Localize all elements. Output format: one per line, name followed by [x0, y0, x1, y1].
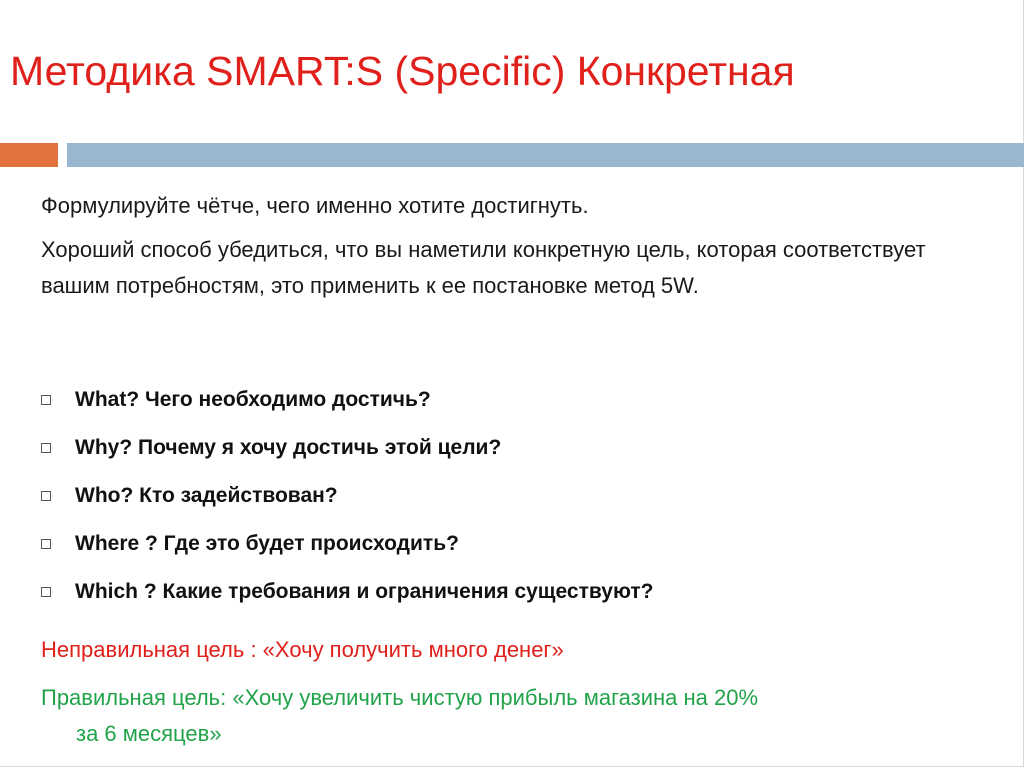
slide-title: Методика SMART:S (Specific) Конкретная: [10, 48, 795, 94]
list-item: [41, 376, 653, 424]
right-goal-line-2: за 6 месяцев»: [76, 721, 222, 746]
square-bullet-icon: [41, 587, 51, 597]
square-bullet-icon: [41, 539, 51, 549]
square-bullet-icon: [41, 395, 51, 405]
bullet-text: What? Чего необходимо достичь?: [75, 388, 431, 411]
accent-bar-blue: [67, 143, 1024, 167]
square-bullet-icon: [41, 491, 51, 501]
bullet-text: Which ? Какие требования и ограничения существуют?: [75, 580, 654, 603]
bullet-text: Where ? Где это будет происходить?: [75, 532, 459, 555]
intro-text: Формулируйте чётче, чего именно хотите достигнуть.: [41, 193, 589, 218]
list-item: [41, 424, 653, 472]
5w-bullet-list: [41, 376, 653, 616]
right-goal-text: [41, 680, 991, 752]
list-item: [41, 472, 653, 520]
list-item: [41, 568, 653, 616]
accent-bar-orange: [0, 143, 58, 167]
description-text: Хороший способ убедиться, что вы наметили конкретную цель, которая соответствует вашим потребностям, это применить к ее постановке метод 5W.: [41, 237, 926, 298]
list-item: [41, 520, 653, 568]
wrong-goal-text: Неправильная цель : «Хочу получить много денег»: [41, 637, 564, 662]
right-goal-line-1: Правильная цель: «Хочу увеличить чистую прибыль магазина на 20%: [41, 685, 759, 710]
bullet-text: Who? Кто задействован?: [75, 484, 338, 507]
bullet-text: Why? Почему я хочу достичь этой цели?: [75, 436, 502, 459]
square-bullet-icon: [41, 443, 51, 453]
